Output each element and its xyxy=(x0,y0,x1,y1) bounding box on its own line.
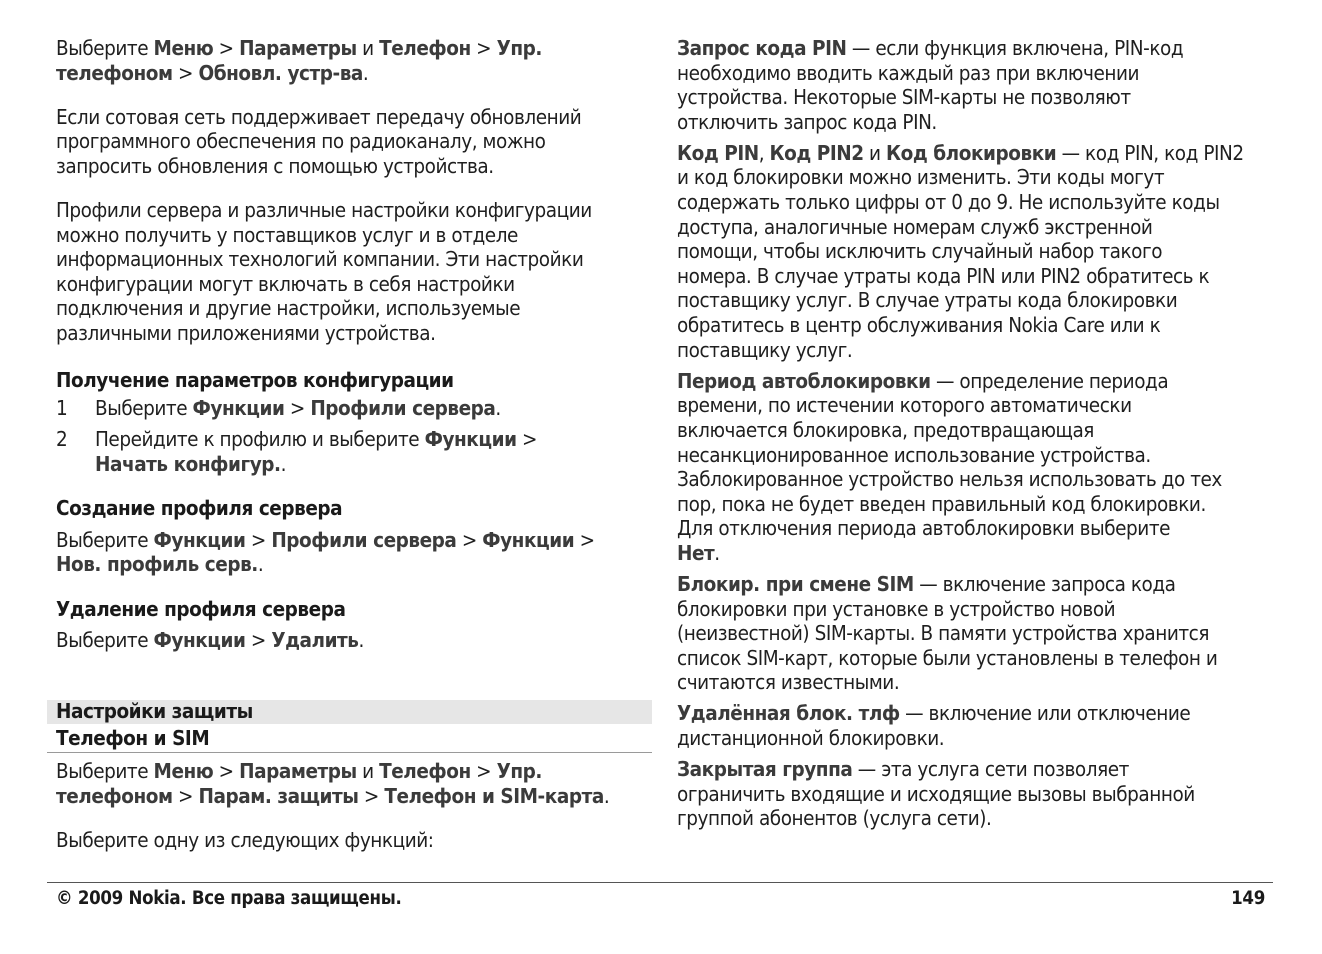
term-remote-lock: Удалённая блок. тлф xyxy=(677,701,900,726)
paragraph-choose-function: Выберите одну из следующих функций: xyxy=(56,827,434,852)
step-2: 2 Перейдите к профилю и выберите Функции > Начать конфигур.. xyxy=(56,427,537,476)
page-number: 149 xyxy=(1231,888,1265,909)
term-autolock: Период автоблокировки xyxy=(677,368,931,393)
section-title-security: Настройки защиты xyxy=(56,699,253,723)
subsection-title-phone-sim: Телефон и SIM xyxy=(56,726,210,750)
subsection-divider xyxy=(47,752,652,753)
item-pin-request: Запрос кода PIN — если функция включена, PIN-код необходимо вводить каждый раз при включении устройства. Некоторые SIM-карты не позволяют отключить запрос кода PIN. xyxy=(677,36,1184,134)
term-sim-change: Блокир. при смене SIM xyxy=(677,571,914,596)
term-closed-group: Закрытая группа xyxy=(677,757,853,782)
menu-path-create-profile: Выберите Функции > Профили сервера > Функции > Нов. профиль серв.. xyxy=(56,527,595,577)
heading-create-profile: Создание профиля сервера xyxy=(56,496,343,521)
steps-get-config xyxy=(56,396,652,476)
heading-delete-profile: Удаление профиля сервера xyxy=(56,596,346,621)
menu-path-delete-profile: Выберите Функции > Удалить. xyxy=(56,627,364,652)
paragraph-ota-updates: Если сотовая сеть поддерживает передачу обновлений программного обеспечения по радиоканалу, можно запросить обновления с помощью устройства. xyxy=(56,104,582,178)
item-sim-change-lock: Блокир. при смене SIM — включение запроса кода блокировки при установке в устройство новой (неизвестной) SIM-карты. В памяти устройства хранится список SIM-карт, которые были установлены в телефон и считаются известными. xyxy=(677,571,1218,695)
paragraph-server-profiles: Профили сервера и различные настройки конфигурации можно получить у поставщиков услуг и в отделе информационных технологий компании. Эти настройки конфигурации могут включать в себя настройки подключения и другие настройки, используемые различными приложениями устройства. xyxy=(56,197,592,345)
phone-sim-section xyxy=(56,759,652,852)
item-codes: Код PIN, Код PIN2 и Код блокировки — код PIN, код PIN2 и код блокировки можно изменить. Эти коды могут содержать только цифры от 0 до 9. Не используйте коды доступа, аналогичные номерам служб экстренной помощи, чтобы исключить случайный набор такого номера. В случае утраты кода PIN или PIN2 обратитесь к поставщику услуг. В случае утраты кода блокировки обратитесь в центр обслуживания Nokia Care или к поставщику услуг. xyxy=(677,140,1244,362)
item-remote-lock: Удалённая блок. тлф — включение или отключение дистанционной блокировки. xyxy=(677,701,1191,751)
step-1: 1 Выберите Функции > Профили сервера. xyxy=(56,396,501,421)
item-autolock: Период автоблокировки — определение периода времени, по истечении которого автоматически включается блокировка, предотвращающая несанкционированное использование устройства. Заблокированное устройство нельзя использовать до тех пор, пока не будет введен правильный код блокировки. Для отключения периода автоблокировки выберите Нет. xyxy=(677,368,1222,565)
menu-path-phone-sim: Выберите Меню > Параметры и Телефон > Упр. телефоном > Парам. защиты > Телефон и SIM-карта. xyxy=(56,759,610,808)
term-pin-request: Запрос кода PIN xyxy=(677,36,847,60)
menu-path-update: Выберите Меню > Параметры и Телефон > Упр. телефоном > Обновл. устр-ва. xyxy=(56,36,542,85)
heading-get-config: Получение параметров конфигурации xyxy=(56,367,454,392)
item-closed-group: Закрытая группа — эта услуга сети позволяет ограничить входящие и исходящие вызовы выбранной группой абонентов (услуга сети). xyxy=(677,757,1195,831)
left-column xyxy=(56,36,652,652)
footer-copyright: © 2009 Nokia. Все права защищены. xyxy=(56,888,402,909)
footer-divider xyxy=(47,882,1273,883)
right-column xyxy=(677,36,1272,831)
